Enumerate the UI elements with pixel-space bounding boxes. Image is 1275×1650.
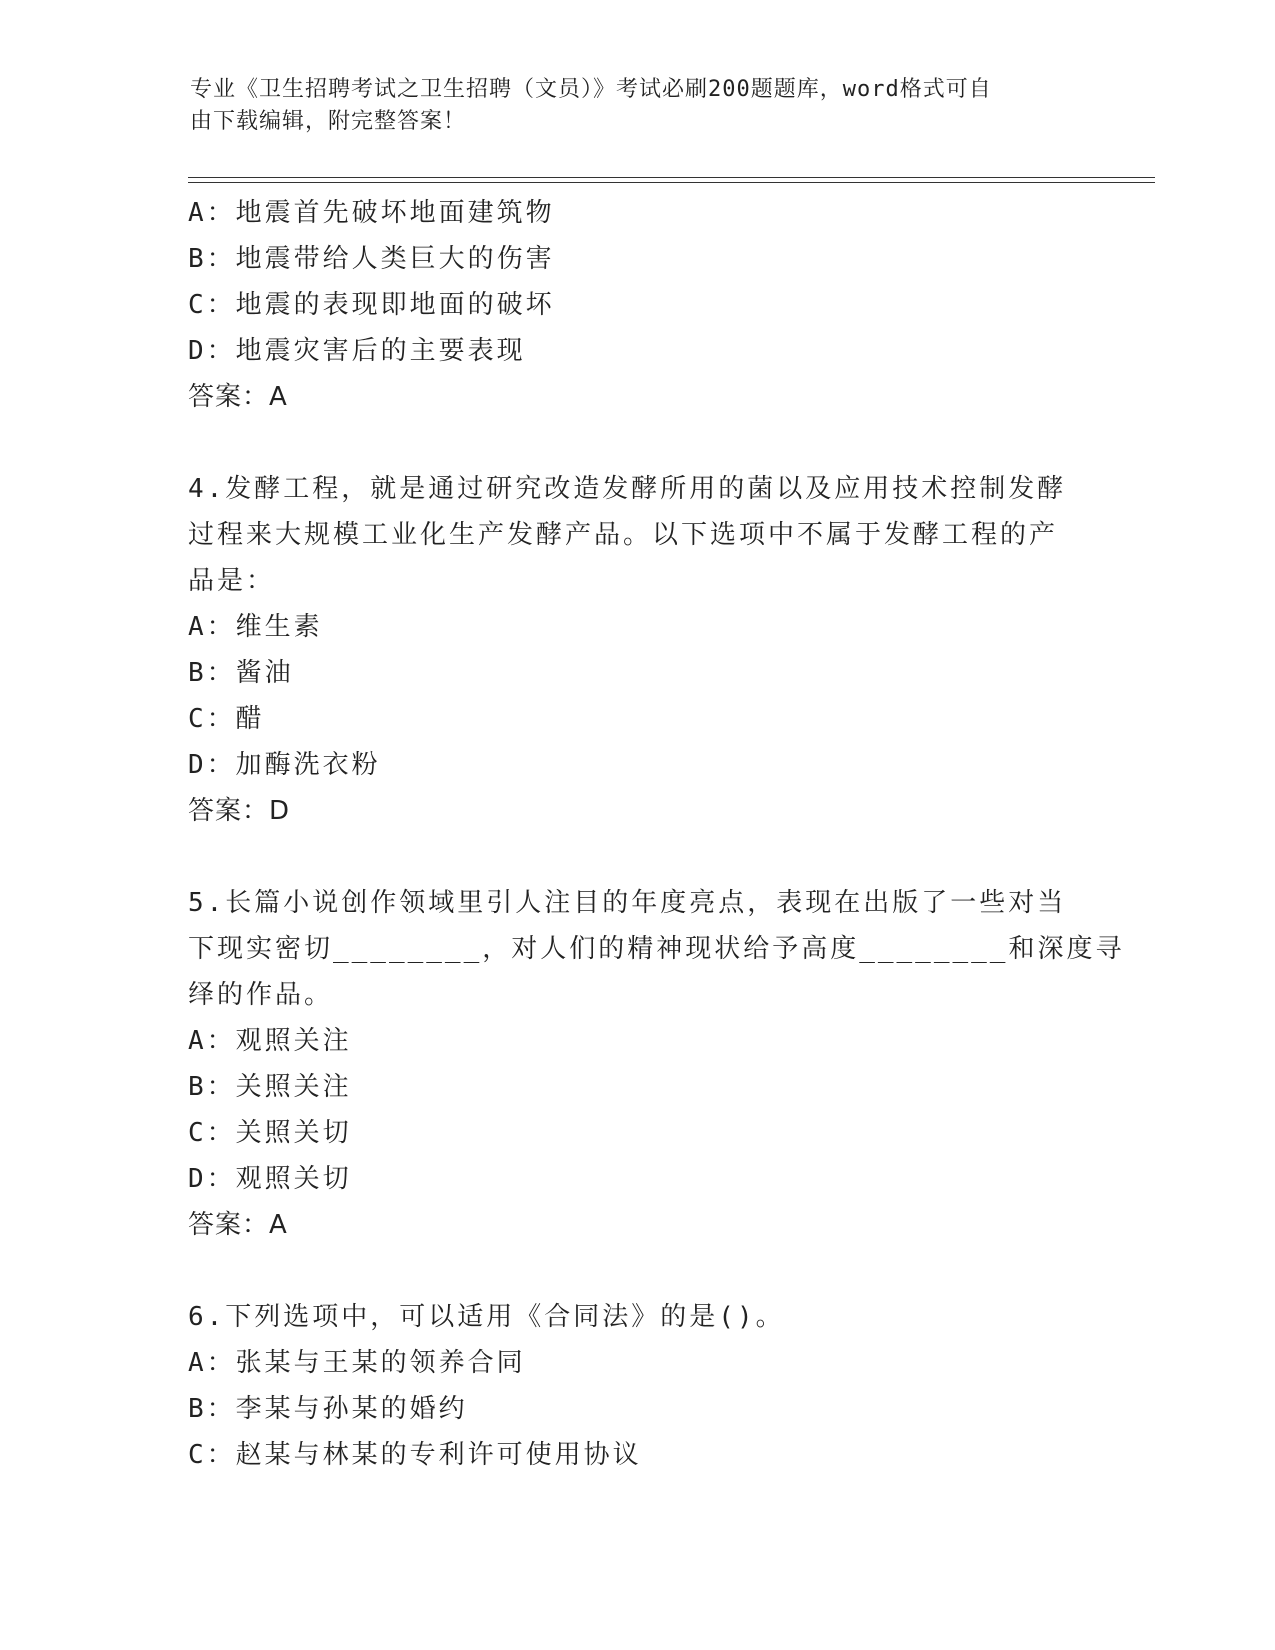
option-c: C：醋 <box>188 704 265 734</box>
answer-label: 答案：A <box>188 382 288 412</box>
header-line-2: 由下载编辑，附完整答案！ <box>190 109 467 134</box>
option-a: A：张某与王某的领养合同 <box>188 1348 526 1378</box>
option-d: D：地震灾害后的主要表现 <box>188 336 526 366</box>
question-5 <box>188 880 1125 1248</box>
answer-label: 答案：D <box>188 796 291 826</box>
header-divider-bottom <box>188 182 1155 183</box>
option-a: A：地震首先破坏地面建筑物 <box>188 198 555 228</box>
header-divider-top <box>188 177 1155 178</box>
option-a: A：维生素 <box>188 612 323 642</box>
option-d: D：观照关切 <box>188 1164 352 1194</box>
option-b: B：酱油 <box>188 658 294 688</box>
option-c: C：关照关切 <box>188 1118 352 1148</box>
question-text: 绎的作品。 <box>188 980 334 1010</box>
question-text: 过程来大规模工业化生产发酵产品。以下选项中不属于发酵工程的产 <box>188 520 1059 550</box>
option-d: D：加酶洗衣粉 <box>188 750 381 780</box>
question-3 <box>188 190 1068 420</box>
option-b: B：关照关注 <box>188 1072 352 1102</box>
document-header <box>190 74 1070 138</box>
answer-label: 答案：A <box>188 1210 288 1240</box>
question-4 <box>188 466 1068 834</box>
option-a: A：观照关注 <box>188 1026 352 1056</box>
question-text: 下现实密切________，对人们的精神现状给予高度________和深度寻 <box>188 934 1125 964</box>
question-6 <box>188 1294 1068 1478</box>
option-c: C：赵某与林某的专利许可使用协议 <box>188 1440 642 1470</box>
question-text: 4.发酵工程，就是通过研究改造发酵所用的菌以及应用技术控制发酵 <box>188 474 1067 504</box>
option-b: B：李某与孙某的婚约 <box>188 1394 468 1424</box>
question-text: 品是： <box>188 566 276 596</box>
question-list <box>188 190 1125 1478</box>
question-text: 5.长篇小说创作领域里引人注目的年度亮点，表现在出版了一些对当 <box>188 888 1067 918</box>
header-line-1: 专业《卫生招聘考试之卫生招聘（文员）》考试必刷200题题库，word格式可自 <box>190 77 992 102</box>
spacer <box>188 834 1068 880</box>
spacer <box>188 420 1068 466</box>
question-text: 6.下列选项中，可以适用《合同法》的是()。 <box>188 1302 785 1332</box>
spacer <box>188 1248 1068 1294</box>
option-b: B：地震带给人类巨大的伤害 <box>188 244 555 274</box>
option-c: C：地震的表现即地面的破坏 <box>188 290 555 320</box>
